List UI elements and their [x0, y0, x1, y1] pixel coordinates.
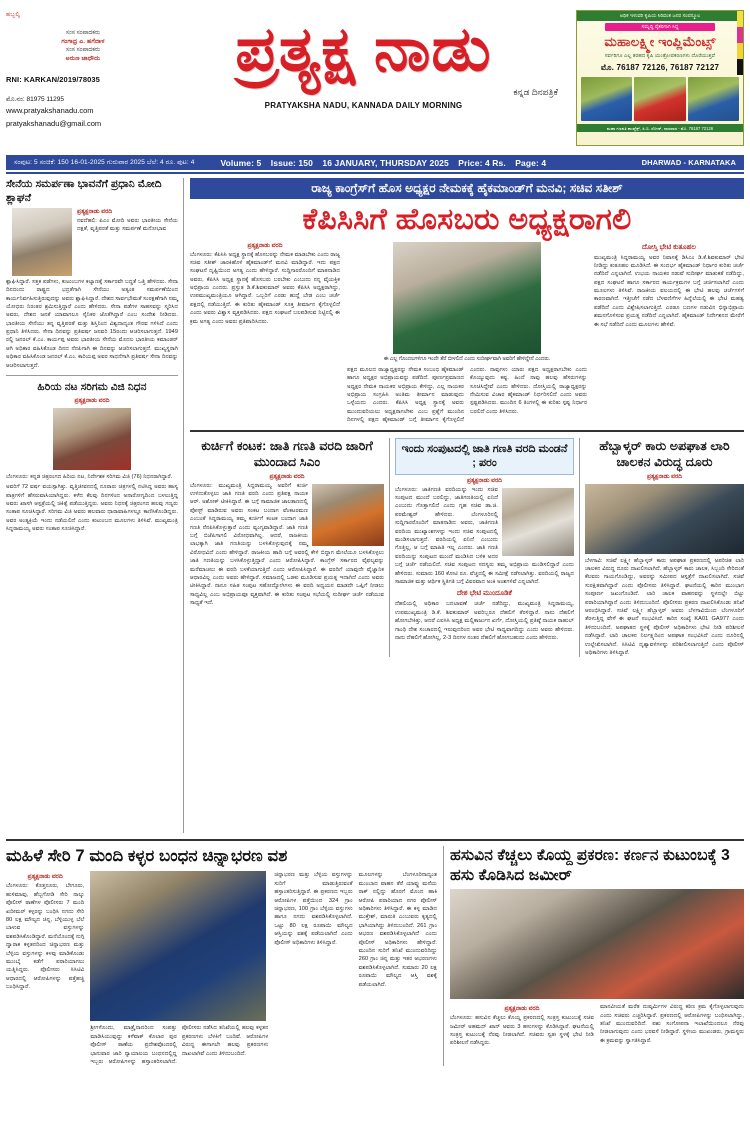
lead-col3-text: ಮುಖ್ಯಮಂತ್ರಿ ಸಿದ್ದರಾಮಯ್ಯ ಅವರ ನಿವಾಸಕ್ಕೆ ಡಿಸಿಎಂ ಡಿ.ಕೆ.ಶಿವಕುಮಾರ್ ಭೇಟಿ ನೀಡಿದ್ದು ಕುತೂಹಲ ಮೂಡಿಸಿದೆ. ಈ ಸಂದರ್ಭ ಹೈಕಮಾಂಡ್ ನಿರ್ಧಾರ ಕುರಿತು ಚರ್ಚೆ ನಡೆದಿದೆ ಎನ್ನಲಾಗಿದೆ. ಉಭಯ ನಾಯಕರ ನಡುವೆ ಸುದೀರ್ಘ ಮಾತುಕತೆ ನಡೆದಿದ್ದು, ಪಕ್ಷದ ಸಂಘಟನೆ ಹಾಗೂ ಸರ್ಕಾರದ ಕಾರ್ಯಕ್ರಮಗಳ ಬಗ್ಗೆ ಚರ್ಚಿಸಲಾಗಿದೆ ಎಂದು ಮೂಲಗಳು ತಿಳಿಸಿವೆ. ರಾಜಕೀಯ ವಲಯದಲ್ಲಿ ಈ ಭೇಟಿ ಹಲವು ಚರ್ಚೆಗಳಿಗೆ ಕಾರಣವಾಗಿದೆ. ಇತ್ತೀಚೆಗೆ ನಡೆದ ಬೆಳವಣಿಗೆಗಳ ಹಿನ್ನೆಲೆಯಲ್ಲಿ ಈ ಭೇಟಿ ಮಹತ್ವ ಪಡೆದಿದೆ ಎಂದು ವಿಶ್ಲೇಷಿಸಲಾಗುತ್ತಿದೆ. ಎರಡೂ ಬಣಗಳ ನಡುವಿನ ಭಿನ್ನಾಭಿಪ್ರಾಯ ಶಮನಗೊಳಿಸುವ ಪ್ರಯತ್ನ ನಡೆದಿದೆ ಎನ್ನಲಾಗಿದೆ. ಹೈಕಮಾಂಡ್ ನಿರ್ದೇಶನದ ಮೇರೆಗೆ ಈ ಸಭೆ ನಡೆದಿದೆ ಎಂದು ಮೂಲಗಳು ಹೇಳಿವೆ. — [594, 254, 744, 328]
lead-col1-text: ಬೆಂಗಳೂರು: ಕೆಪಿಸಿಸಿ ಅಧ್ಯಕ್ಷ ಸ್ಥಾನಕ್ಕೆ ಹೊಸಬರನ್ನು ನೇಮಕ ಮಾಡಬೇಕು ಎಂದು ರಾಜ್ಯ ಸಚಿವ ಸತೀಶ್ ಜಾರಕಿಹೊಳಿ ಹೈಕಮಾಂಡ್‌ಗೆ ಮನವಿ ಮಾಡಿದ್ದಾರೆ. ಇದು ಪಕ್ಷದ ಸಂಘಟನೆ ದೃಷ್ಟಿಯಿಂದ ಅಗತ್ಯ ಎಂದು ಹೇಳಿದ್ದಾರೆ. ಸುದ್ದಿಗಾರರೊಂದಿಗೆ ಮಾತನಾಡಿದ ಅವರು, ಕೆಪಿಸಿಸಿ ಅಧ್ಯಕ್ಷ ಸ್ಥಾನಕ್ಕೆ ಹೊಸಬರು ಬರಬೇಕು ಎಂಬುದು ನನ್ನ ವೈಯಕ್ತಿಕ ಅಭಿಪ್ರಾಯ ಎಂದರು. ಪ್ರಸ್ತುತ ಡಿ.ಕೆ.ಶಿವಕುಮಾರ್ ಅವರು ಕೆಪಿಸಿಸಿ ಅಧ್ಯಕ್ಷರಾಗಿದ್ದು, ಉಪಮುಖ್ಯಮಂತ್ರಿಯೂ ಆಗಿದ್ದಾರೆ. ಒಬ್ಬರಿಗೆ ಎರಡು ಹುದ್ದೆ ಬೇಡ ಎಂಬ ಚರ್ಚೆ ಪಕ್ಷದಲ್ಲಿ ನಡೆಯುತ್ತಿದೆ. ಈ ಕುರಿತು ಹೈಕಮಾಂಡ್ ಸೂಕ್ತ ತೀರ್ಮಾನ ಕೈಗೊಳ್ಳಲಿದೆ ಎಂದು ಅವರು ವಿಶ್ವಾಸ ವ್ಯಕ್ತಪಡಿಸಿದರು. ಪಕ್ಷದ ಸಂಘಟನೆ ಬಲಪಡಿಸುವ ನಿಟ್ಟಿನಲ್ಲಿ ಈ ಕ್ರಮ ಅಗತ್ಯ ಎಂದು ಅವರು ಪ್ರತಿಪಾದಿಸಿದರು. — [190, 251, 340, 325]
ad-plough-image — [581, 77, 632, 121]
ad-top-banner: ಅಧಿಕ ಇಳುವರಿ ಕೃಷಿಯ ಸಿರಿವಂತ ಜನರ ಸಂಪನ್ಮೂಲ — [577, 11, 743, 21]
vijay-lead-text: ಬೆಂಗಳೂರು: ಕನ್ನಡ ಚಿತ್ರರಂಗದ ಹಿರಿಯ ನಟ, ನಿರ್ದೇಶಕ ಸರಿಗಮ ವಿಜಿ (76) ನಿಧನರಾಗಿದ್ದಾರೆ. — [6, 473, 173, 480]
bottom-right-col2-text: ಮಾನವೀಯತೆ ಮರೆತ ದುಷ್ಕರ್ಮಿಗಳ ವಿರುದ್ಧ ಕಠಿಣ ಕ್ರಮ ಕೈಗೊಳ್ಳಲಾಗುವುದು ಎಂದು ಸಚಿವರು ಎಚ್ಚರಿಸಿದ್ದಾರೆ. ಪ್ರಕರಣದಲ್ಲಿ ಆರೋಪಿಗಳನ್ನು ಬಂಧಿಸಲಾಗಿದ್ದು, ತನಿಖೆ ಮುಂದುವರಿದಿದೆ. ಪಶು ಸಂಗೋಪನಾ ಇಲಾಖೆಯಿಂದಲೂ ನೆರವು ನೀಡಲಾಗುವುದು ಎಂದು ಭರವಸೆ ನೀಡಿದ್ದಾರೆ. ಸ್ಥಳೀಯ ಮುಖಂಡರು, ಗ್ರಾಮಸ್ಥರು ಈ ಕ್ರಮವನ್ನು ಸ್ವಾಗತಿಸಿದ್ದಾರೆ. — [600, 1004, 744, 1044]
lead-photo-caption: ಈ ಎಲ್ಲ ಗೊಂದಲಗಳಿಗೂ ಇಂದೇ ತೆರೆ ಬೀಳಲಿದೆ ಎಂದು ಸುದೀರ್ಘವಾಗಿ ಅವರಿಗೆ ಹೇಳಿದ್ದೇನೆ ಎಂದರು. — [383, 355, 551, 362]
bottom-right-col-1 — [450, 1003, 594, 1048]
contact-phone: ಮೊ.ನಂ: 81975 11295 — [6, 95, 64, 103]
ad-trailer-image — [688, 77, 739, 121]
cow-handover-photo — [450, 889, 744, 999]
page-label: Page: 4 — [515, 157, 547, 168]
lead-col-1 — [190, 240, 340, 425]
newspaper-title: ಪ್ರತ್ಯಕ್ಷ ನಾಡು — [235, 15, 492, 84]
sub3-headline: ಹೆಬ್ಬಾಳ್ಕರ್ ಕಾರು ಅಪಘಾತ ಲಾರಿ ಚಾಲಕನ ವಿರುದ್ಧ ದೂರು — [599, 438, 730, 470]
sub3-byline: ಪ್ರತ್ಯಕ್ಷನಾಡು ವರದಿ — [646, 473, 683, 480]
left-divider-1 — [6, 375, 178, 376]
bottom-right-byline: ಪ್ರತ್ಯಕ್ಷನಾಡು ವರದಿ — [504, 1006, 540, 1013]
sub-story-1[interactable] — [190, 438, 390, 658]
sub2-text: ಬೆಂಗಳೂರು: ಜಾತಿಗಣತಿ ವರದಿಯನ್ನು ಇಂದು ಸಚಿವ ಸಂಪುಟದ ಮುಂದೆ ಬರಲಿದ್ದು, ಜಾತಿಗಣತಿಯಲ್ಲಿ ಏನಿದೆ ಎಂಬುದು ಗೊತ್ತಾಗಲಿದೆ ಎಂದು ಗೃಹ ಸಚಿವ ಡಾ.ಜಿ. ಪರಮೇಶ್ವರ್ ಹೇಳಿದರು. ಬೆಂಗಳೂರಿನಲ್ಲಿ ಸುದ್ದಿಗಾರರೊಂದಿಗೆ ಮಾತನಾಡಿದ ಅವರು, ಜಾತಿಗಣತಿ ವರದಿಯ ಮುಖ್ಯಾಂಶಗಳನ್ನು ಇಂದು ಸಚಿವ ಸಂಪುಟದಲ್ಲಿ ಮಂಡಿಸಲಾಗುತ್ತದೆ. ವರದಿಯಲ್ಲಿ ಏನಿದೆ ಎಂಬುದು ಗೊತ್ತಿಲ್ಲ, ಆ ಬಗ್ಗೆ ಮಾಹಿತಿ ಇಲ್ಲ ಎಂದರು. ಜಾತಿ ಗಣತಿ ವರದಿಯನ್ನು ಸಂಪುಟದ ಮುಂದೆ ಮಂಡಿಸಿದ ಬಳಿಕ ಅದರ ಬಗ್ಗೆ ಚರ್ಚೆ ನಡೆಯಲಿದೆ. ಸಚಿವ ಸಂಪುಟದ ಸದಸ್ಯರು ತಮ್ಮ ಅಭಿಪ್ರಾಯ ಮಂಡಿಸಲಿದ್ದಾರೆ ಎಂದು ಹೇಳಿದರು. ಸುಮಾರು 160 ಕೋಟಿ ರೂ. ವೆಚ್ಚದಲ್ಲಿ ಈ ಸಮೀಕ್ಷೆ ನಡೆಸಲಾಗಿತ್ತು. ವರದಿಯಲ್ಲಿ ರಾಜ್ಯದ ಸಾಮಾಜಿಕ ಮತ್ತು ಆರ್ಥಿಕ ಸ್ಥಿತಿಗತಿ ಬಗ್ಗೆ ವಿವರವಾದ ಅಂಕಿ ಅಂಶಗಳಿವೆ ಎನ್ನಲಾಗಿದೆ. — [395, 486, 574, 585]
bottom-left-columns — [6, 871, 437, 1066]
volume-label: Volume: 5 — [220, 157, 262, 168]
vijay-photo — [53, 408, 131, 470]
ad-product-images — [581, 77, 739, 121]
sub3-text: ಬೆಳಗಾವಿ: ಸಚಿವೆ ಲಕ್ಷ್ಮೀ ಹೆಬ್ಬಾಳ್ಕರ್ ಕಾರು ಅಪಘಾತ ಪ್ರಕರಣದಲ್ಲಿ ಅಪರಿಚಿತ ಲಾರಿ ಚಾಲಕನ ವಿರುದ್ಧ ದೂರು ದಾಖಲಿಸಲಾಗಿದೆ. ಹೆಬ್ಬಾಳ್ಕರ್ ಕಾರು ಚಾಲಕ, ಸಿಬ್ಬಂದಿ ಸೇರಿದಂತೆ ಕೆಲವರು ಗಾಯಗೊಂಡಿದ್ದು, ಅವರನ್ನು ಸಮೀಪದ ಆಸ್ಪತ್ರೆಗೆ ದಾಖಲಿಸಲಾಗಿದೆ. ಸಚಿವೆ ಸುರಕ್ಷಿತವಾಗಿದ್ದಾರೆ ಎಂದು ಪೊಲೀಸರು ತಿಳಿಸಿದ್ದಾರೆ. ಘಟನೆಯಲ್ಲಿ ಕಾರಿನ ಮುಂಭಾಗ ಸಂಪೂರ್ಣ ಜಖಂಗೊಂಡಿದೆ. ಲಾರಿ ಚಾಲಕ ವಾಹನವನ್ನು ಸ್ಥಳದಲ್ಲೇ ಬಿಟ್ಟು ಪರಾರಿಯಾಗಿದ್ದಾನೆ ಎಂದು ತಿಳಿದುಬಂದಿದೆ. ಪೊಲೀಸರು ಪ್ರಕರಣ ದಾಖಲಿಸಿಕೊಂಡು ತನಿಖೆ ಆರಂಭಿಸಿದ್ದಾರೆ. ಸಚಿವೆ ಲಕ್ಷ್ಮೀ ಹೆಬ್ಬಾಳ್ಕರ್ ಅವರು ಬೆಳಗಾವಿಯಿಂದ ಬೆಂಗಳೂರಿಗೆ ತೆರಳುತ್ತಿದ್ದ ವೇಳೆ ಈ ಘಟನೆ ಸಂಭವಿಸಿದೆ. ಕಾರಿನ ಸಂಖ್ಯೆ KA01 GA977 ಎಂದು ತಿಳಿದುಬಂದಿದೆ. ಅಪಘಾತದ ಸ್ಥಳಕ್ಕೆ ಪೊಲೀಸ್ ಅಧಿಕಾರಿಗಳು ಭೇಟಿ ನೀಡಿ ಪರಿಶೀಲನೆ ನಡೆಸಿದ್ದಾರೆ. ಲಾರಿ ಚಾಲಕನ ನಿರ್ಲಕ್ಷ್ಯದಿಂದ ಅಪಘಾತ ಸಂಭವಿಸಿದೆ ಎಂದು ದೂರಿನಲ್ಲಿ ಉಲ್ಲೇಖಿಸಲಾಗಿದೆ. ಸಿಸಿಟಿವಿ ದೃಶ್ಯಾವಳಿಗಳನ್ನು ಪರಿಶೀಲಿಸಲಾಗುತ್ತಿದೆ ಎಂದು ಪೊಲೀಸ್ ಅಧಿಕಾರಿಗಳು ತಿಳಿಸಿದ್ದಾರೆ. — [585, 557, 744, 656]
bottom-right-headline: ಹಸುವಿನ ಕೆಚ್ಚಲು ಕೊಯ್ದ ಪ್ರಕರಣ: ಕರ್ಣನ ಕುಟುಂಬಕ್ಕೆ 3 ಹಸು ಕೊಡಿಸಿದ ಜಮೀರ್ — [450, 847, 730, 885]
editor1-name: ಗಂಗಾಧ್ರ ಎ. ಹಗೆದಾಳ — [61, 38, 105, 45]
date-bar — [6, 155, 744, 170]
bottom-left-col2-text: ಶ್ರೀಗಳೊಂದು, ಮಾತ್ರೈನಾದರಿಂದ ಸಂಪತ್ತು ಮಾಡಿಸಿಯುವುದ್ದು ಕಳೆವಾಕ್ ಕೊಲಾರ ಪುರ ಪೊಲೀಸ್ ಠಾಣೆಯ ಪ್ರದೇಶವೊಂದರಲ್ಲಿ ಭಾನುವಾರ ಜಾರಿ ನ್ಯಾಯಾಲಯ ಬಂಧನದಲ್ಲಿದ್ದ ಇಬ್ಬರು ಆರೋಪಿಗಳನ್ನು ಹಸ್ತಾಂತರಿಸಲಾಗಿದೆ. ಪೊಲೀಸರು ನಡೆಸಿದ ತನಿಖೆಯಲ್ಲಿ ಹಲವು ಕಳ್ಳತನ ಪ್ರಕರಣಗಳು ಬೆಳಕಿಗೆ ಬಂದಿವೆ. ಆರೋಪಿಗಳ ವಿರುದ್ಧ ಈಗಾಗಲೇ ಹಲವು ಪ್ರಕರಣಗಳು ದಾಖಲಾಗಿವೆ ಎಂದು ತಿಳಿದುಬಂದಿದೆ. — [90, 1025, 269, 1065]
masthead-editor-block — [24, 29, 142, 64]
bottom-left-col4-text: ಮೂಲಗಳನ್ನು ಬೆಂಗಳೂರಿನಾದ್ಯಂತ ಮುಂಬಾದ ವಾಹನ ತೆರೆ ಯಾವ್ದು ಮನೆಯ ರಾಕ್ ನಲ್ಲಿದ್ದು ಹೊರಗೆ ಮೊಂದ ಹಾಕಿ ಆರೋಪಿ ಪರಾರಿಯಾದ ನಗರ ಪೊಲೀಸ್ ಅಧಿಕಾರಿಗಳು ತಿಳಿಸಿದ್ದಾರೆ. ಈ ಕಳ್ಳ ಮಾಡಿದ ಮುಕ್ತೇಶ್, ಮಾರುತಿ ಎಂಬುವರು ಕೃತ್ಯದಲ್ಲಿ ಭಾಗಿಯಾಗಿದ್ದು ತಿಳಿದುಬಂದಿದೆ. 261 ಗ್ರಾಂ ಆಭರಣ ವಶಪಡಿಸಿಕೊಳ್ಳಲಾಗಿದೆ ಎಂದು ಪೊಲೀಸ್ ಅಧಿಕಾರಿಗಳು ಹೇಳಿದ್ದಾರೆ. ಮುಂದಿನ ಸುರಿಗೆ ತನಿಖೆ ಮುಂದುವರಿದಿದ್ದು 260 ಗ್ರಾಂ ಚಿನ್ನ ಮತ್ತು ಇತರ ಆಭರಣಗಳು ವಶಪಡಿಸಿಕೊಳ್ಳಲಾಗಿದೆ. ಸುಮಾರು 20 ಲಕ್ಷ ರೂಪಾಯಿ ಮೌಲ್ಯದ ಆಸ್ತಿ ವಶಕ್ಕೆ ಪಡೆಯಲಾಗಿದೆ. — [358, 872, 437, 988]
bottom-left-col1-text: ಬೆಂಗಳೂರು: ಕೊತ್ತನೂರು, ಬೇಗೂರು, ಹುಳಿಮಾವು, ಹೆಬ್ಬಗೋಡಿ ಸೇರಿ ನಾಲ್ಕು ಪೊಲೀಸ್ ಠಾಣೆಗಳ ಪೊಲೀಸರು 7 ಮಂದಿ ಖದೀಮರ್ ಕಳ್ಳರನ್ನು ಬಂಧಿಸಿ ನಗದು ಸೇರಿ 80 ಲಕ್ಷ ಮೌಲ್ಯದ ಚಿನ್ನ, ಬೆಳ್ಳಿಯುಳ್ಳ ಬೆಲೆ ಬಾಳುವ ವಸ್ತುಗಳನ್ನು ವಶಪಡಿಸಿಕೊಂಡಿದ್ದಾರೆ. ಮನೆಯೊಂದಕ್ಕೆ ನುಗ್ಗಿ ದ್ವಾರಾಕ ಕಳ್ಳತನದಿಂದ ಚಿನ್ನಾಭರಣ ಮತ್ತು ಬೆಳ್ಳಿಯ ವಸ್ತುಗಳನ್ನು ಕಳವು ಮಾಡಿಕೊಂಡು ಮುಂಬೈ ಕಡೆಗೆ ಪರಾರಿಯಾಗಲು ಯತ್ನಿಸಿದ್ದರು. ಪೊಲೀಸರು ಸಿಸಿಟಿವಿ ಆಧಾರದಲ್ಲಿ ಆರೋಪಿಗಳನ್ನು ಪತ್ತೆಹಚ್ಚಿ ಬಂಧಿಸಿದ್ದಾರೆ. — [6, 883, 85, 991]
sub1-text: ಬೆಂಗಳೂರು: ಮುಖ್ಯಮಂತ್ರಿ ಸಿದ್ದರಾಮಯ್ಯ ಅವರಿಗೆ ಕುರ್ಚಿ ಉಳಿದುಕೊಳ್ಳಲು ಜಾತಿ ಗಣತಿ ವರದಿ ಎಂದು ಪ್ರತಿಪಕ್ಷ ನಾಯಕ ಆರ್. ಅಶೋಕ್ ಟೀಕಿಸಿದ್ದಾರೆ. ಈ ಬಗ್ಗೆ ಸಾಮಾಜಿಕ ಜಾಲತಾಣದಲ್ಲಿ ಪೋಸ್ಟ್ ಮಾಡಿರುವ ಅವರು ಸಂಕಟ ಬಂದಾಗ ವೆಂಕಟರಮಣ ಎಂಬಂತೆ ಸಿದ್ದರಾಮಯ್ಯ ತಮ್ಮ ಕುರ್ಚಿಗೆ ಕಂಟಕ ಬಂದಾಗ ಜಾತಿ ಗಣತಿ ನೆನಪಿಸಿಕೊಳ್ಳುತ್ತಾರೆ ಎಂದು ವ್ಯಂಗ್ಯವಾಡಿದ್ದಾರೆ. ಜಾತಿ ಗಣತಿ ಬಗ್ಗೆ ಬಿಜೆಪಿಗಾಗಲಿ ವಿರೋಧವಾಗಿಲ್ಲ. ಆದರೆ, ರಾಜಕೀಯ ಲಾಭಕ್ಕಾಗಿ ಜಾತಿ ಗಣತಿಯನ್ನು ಬಳಸಿಕೊಳ್ಳುವುದಕ್ಕೆ ನಮ್ಮ ವಿರೋಧವಿದೆ ಎಂದು ಹೇಳಿದ್ದಾರೆ. ರಾಜಕೀಯ ಹಾದಿ ಬಗ್ಗೆ ಅವರಲ್ಲಿ ಕೇಳಿ ಬಿದ್ದಾಗ ಮೇಲೆಯೂ ಬಳಸಿಕೊಳ್ಳಲು ಜಾತಿ ಗಣತಿಯನ್ನು ಬಳಸಿಕೊಳ್ಳುತ್ತಿದ್ದಾರೆ ಎಂದು ಆರೋಪಿಸಿದ್ದಾರೆ. ಕಾಂಗ್ರೆಸ್ ಸರ್ಕಾರದ ವೈಫಲ್ಯವನ್ನು ಮರೆಮಾಚಲು ಈ ವರದಿ ಬಳಕೆಯಾಗುತ್ತಿದೆ ಎಂದು ಆರೋಪಿಸಿದ್ದಾರೆ. ಈ ವರದಿಗೆ ಯಾವುದೇ ವೈಜ್ಞಾನಿಕ ಆಧಾರವಿಲ್ಲ ಎಂದು ಅವರು ಹೇಳಿದ್ದಾರೆ. ಸಮಾಜದಲ್ಲಿ ಒಡಕು ಮೂಡಿಸುವ ಪ್ರಯತ್ನ ಇದಾಗಿದೆ ಎಂದು ಅವರು ಟೀಕಿಸಿದ್ದಾರೆ. ನಾನೂ ಸಹಿತ ಸಂಪುಟ ಸಹೋದ್ಯೋಗಿಗಳು ಈ ವರದಿ ಅಧ್ಯಯನ ಮಾಡದೇ ಒಪ್ಪಿಗೆ ನೀಡಲು ಸಾಧ್ಯವಿಲ್ಲ ಎಂಬ ಅಭಿಪ್ರಾಯವೂ ವ್ಯಕ್ತವಾಗಿದೆ. ಈ ಕುರಿತು ಸಂಪುಟ ಸಭೆಯಲ್ಲಿ ಸುದೀರ್ಘ ಚರ್ಚೆ ನಡೆಯುವ ಸಾಧ್ಯತೆ ಇದೆ. — [190, 482, 384, 607]
vijay-byline: ಪ್ರತ್ಯಕ್ಷನಾಡು ವರದಿ — [74, 397, 110, 404]
bottom-left-headline: ಮಹಿಳೆ ಸೇರಿ 7 ಮಂದಿ ಕಳ್ಳರ ಬಂಧನ ಚಿನ್ನಾಭರಣ ವಶ — [6, 847, 288, 865]
masthead-center — [151, 4, 576, 110]
police-seizure-photo — [90, 871, 266, 1021]
lead-byline: ಪ್ರತ್ಯಕ್ಷನಾಡು ವರದಿ — [247, 242, 283, 249]
modi-byline: ಪ್ರತ್ಯಕ್ಷನಾಡು ವರದಿ — [77, 208, 113, 215]
sub1-byline: ಪ್ರತ್ಯಕ್ಷನಾಡು ವರದಿ — [269, 473, 305, 480]
color-calibration-strip — [737, 11, 743, 75]
masthead — [6, 4, 744, 152]
right-section — [184, 178, 744, 833]
story-modi[interactable] — [6, 178, 178, 370]
place-label: DHARWAD - KARNATAKA — [641, 158, 736, 167]
bottom-left-photo-col — [90, 871, 268, 1066]
main-content-grid — [6, 178, 744, 833]
sub-story-3[interactable] — [580, 438, 744, 658]
bottom-left-col-1 — [6, 871, 84, 1066]
lead-col-2 — [347, 240, 587, 425]
issue-label: Issue: 150 — [270, 157, 313, 168]
newspaper-subtitle-english: PRATYAKSHA NADU, KANNADA DAILY MORNING — [264, 101, 463, 111]
modi-photo — [12, 208, 72, 276]
lead-headline: ಕೆಪಿಸಿಸಿಗೆ ಹೊಸಬರು ಅಧ್ಯಕ್ಷರಾಗಲಿ — [302, 203, 632, 236]
rni-number: RNI: KARKAN/2019/78035 — [6, 74, 100, 84]
accident-car-photo — [585, 484, 744, 554]
price-label: Price: 4 Rs. — [458, 157, 506, 168]
lead-col-3 — [594, 240, 744, 425]
ad-phone-numbers: ಮೊ. 76187 72126, 76187 72127 — [600, 63, 720, 72]
bottom-left-col-4 — [359, 871, 437, 1066]
parameshwar-photo — [502, 488, 574, 556]
masthead-left-info — [6, 4, 151, 130]
ad-description: ಸರ್ವರಿಗೂ ಎಲ್ಲ ತರಹದ ಕೃಷಿ ಯಂತ್ರೋಪಕರಣಗಳು ದೊರೆಯುತ್ತವೆ — [604, 53, 716, 59]
vijay-body-text: ಅವರಿಗೆ 72 ವರ್ಷ ವಯಸ್ಸಾಗಿತ್ತು. ವೃತ್ತಿಜೀವನದಲ್ಲಿ ನೂರಾರು ಚಿತ್ರಗಳಲ್ಲಿ ನಟಿಸಿದ್ದ ಅವರು ಹಾಸ್ಯ ಪಾತ್ರಗಳಿಗೆ ಹೆಸರುವಾಸಿಯಾಗಿದ್ದರು. ಕಳೆದ ಕೆಲವು ದಿನಗಳಿಂದ ಅನಾರೋಗ್ಯದಿಂದ ಬಳಲುತ್ತಿದ್ದ ಅವರು ಖಾಸಗಿ ಆಸ್ಪತ್ರೆಯಲ್ಲಿ ಚಿಕಿತ್ಸೆ ಪಡೆಯುತ್ತಿದ್ದರು. ಅವರು ನಿಧನಕ್ಕೆ ಚಿತ್ರರಂಗದ ಹಲವು ಗಣ್ಯರು ಸಂತಾಪ ಸೂಚಿಸಿದ್ದಾರೆ. ಸರಿಗಮ ವಿಜಿ ಅವರು ಹಲವಾರು ಧಾರಾವಾಹಿಗಳಲ್ಲೂ ಕಾಣಿಸಿಕೊಂಡಿದ್ದರು. ಅವರ ಅಂತ್ಯಕ್ರಿಯೆ ಇಂದು ನಡೆಯಲಿದೆ ಎಂದು ಕುಟುಂಬದ ಮೂಲಗಳು ತಿಳಿಸಿವೆ. ಮುಖ್ಯಮಂತ್ರಿ ಸಿದ್ದರಾಮಯ್ಯ ಅವರು ಸಂತಾಪ ಸೂಚಿಸಿದ್ದಾರೆ. — [6, 484, 178, 533]
story-vijay[interactable] — [6, 381, 178, 534]
editor2-label: ಸಂಸ ಸಂಪಾದಕರು — [65, 47, 101, 54]
satish-jarkiholi-photo — [393, 242, 541, 354]
sub2-text2: ದೆಹಲಿಯಲ್ಲಿ ಅಧಿಕಾರ ಬದಲಾವಣೆ ಚರ್ಚೆ ನಡೆದಿದ್ದು, ಮುಖ್ಯಮಂತ್ರಿ ಸಿದ್ದರಾಮಯ್ಯ, ಉಪಮುಖ್ಯಮಂತ್ರಿ ಡಿ.ಕೆ. ಶಿವಕುಮಾರ್ ಅವರಿಬ್ಬರೂ ದೆಹಲಿಗೆ ತೆರಳಿದ್ದಾರೆ. ನಾನು ದೆಹಲಿಗೆ ಹೋಗಬೇಕಿತ್ತು, ಆದರೆ ಎಐಸಿಸಿ ಅಧ್ಯಕ್ಷ ಮಲ್ಲಿಕಾರ್ಜುನ ಖರ್ಗೆ, ದೋಸ್ತಿಯಲ್ಲಿ ಪ್ರತಿಷ್ಠೆ ನಾಯಕ ರಾಹುಲ್ ಗಾಂಧಿ ದೇಶ ಸಂಚಾರದಲ್ಲಿ ಇರುವುದರಿಂದ ಅವರ ಭೇಟಿ ಸಾಧ್ಯವಾಗದಿದ್ದು ಎಂದು ಅವರು ಹೇಳಿದರು. ನಾನು ದೆಹಲಿಗೆ ಹೋಗಿಲ್ಲ, 2-3 ದಿನಗಳ ನಂತರ ದೆಹಲಿಗೆ ಹೋಗಬಹುದು ಎಂದು ಹೇಳಿದರು. — [395, 601, 574, 641]
ad-address-line: ಮಹಾ ಗಣಪತಿ ಕಾಂಪ್ಲೆಕ್ಸ್, ಪಿ.ಬಿ. ರೋಡ್, ಧಾರವಾಡ - ಮೊ. 76187 72126 — [577, 124, 743, 132]
contact-email[interactable]: pratyakshanadu@gmail.com — [6, 118, 102, 128]
sub2-subhead: ದೇಶ ಭೇಟಿ ಮುಂದೂಡಿಕೆ — [456, 590, 512, 598]
lead-story-columns — [190, 240, 744, 425]
lead-col2-text: ಪಕ್ಷದ ಮೂಲದ ರಾಜ್ಯಾಧ್ಯಕ್ಷರನ್ನು ನೇಮಕ ಸಂಬಂಧ ಹೈಕಮಾಂಡ್ ಹಾಗೂ ಅಧ್ಯಕ್ಷರ ಅಭಿಪ್ರಾಯವನ್ನು ಪಡೆದಿದೆ. ಪೂರ್ಣಪ್ರಮಾಣದ ಅಧ್ಯಕ್ಷರ ನೇಮಕ ನಾಯಕರ ಅಭಿಪ್ರಾಯ ಕೇಳಿದ್ದು, ಎಲ್ಲ ನಾಯಕರ ಅಭಿಪ್ರಾಯ ಸಂಗ್ರಹಿಸಿ ಅಂತಿಮ ತೀರ್ಮಾನ ಮಾಡುವುದು ಒಳ್ಳೆಯದು ಎಂದರು. ಕೆಪಿಸಿಸಿ ಅಧ್ಯಕ್ಷ ಸ್ಥಾನಕ್ಕೆ ಅವರು ಮುಂದುವರಿಯಲು ಅಧ್ಯಕ್ಷರಾಗಲೇಕು ಎಂಬ ಪ್ರಶ್ನೆಗೆ ಮುಂದಿನ ದಿನಗಳಲ್ಲಿ ಪಕ್ಷದ ಹೈಕಮಾಂಡ್ ಬಗ್ಗೆ ತೀರ್ಮಾನ ಕೈಗೊಳ್ಳಲಿದೆ ಎಂದರು. ನಾವುಗಳು ಯಾರು ಪಕ್ಷದ ಅಧ್ಯಕ್ಷರಾಗಬೇಕು ಎಂದು ಕೊಯ್ಯುವುದು ಕಷ್ಟ. ಹಿಂದೆ ನಾವು ಹಲವು ಹೆಸರುಗಳನ್ನು ಸೂಚಿಸಿದ್ದೇವೆ ಎಂದು ಹೇಳಿದರು. ದೋಸ್ತಿಯಲ್ಲಿ ರಾಜ್ಯಾಧ್ಯಕ್ಷರನ್ನು ನೇಮಿಸುವ ವಿಚಾರ ಹೈಕಮಾಂಡ್ ನಿರ್ಧರಿಸಲಿದೆ ಎಂದು ಅವರು ಸ್ಪಷ್ಟಪಡಿಸಿದರು. ಮುಂದಿನ 6 ತಿಂಗಳಲ್ಲಿ ಈ ಕುರಿತು ಸ್ಪಷ್ಟ ನಿರ್ಧಾರ ಬರಲಿದೆ ಎಂದು ತಿಳಿಸಿದರು. — [347, 366, 587, 424]
sub-story-2[interactable] — [390, 438, 580, 658]
masthead-bullet-label: ಹಬ್ಬಲ್ಕಿ — [6, 12, 20, 18]
section-divider — [190, 430, 744, 432]
date-bar-kannada: ಸಂಪುಟ: 5 ಸಂಚಿಕೆ: 150 16-01-2025 ಗುರುವಾರ 2025 ಬೆಲೆ: 4 ರೂ. ಪುಟ: 4 — [14, 158, 195, 166]
contact-website[interactable]: www.pratyakshanadu.com — [6, 106, 94, 116]
masthead-contact — [6, 95, 151, 130]
bottom-left-col3-text: ಚಿನ್ನಾಭರಣ ಮತ್ತು ಬೆಳ್ಳಿಯ ವಸ್ತುಗಳನ್ನು ಸುರಿಗೆ ಮಾಡುತ್ತಿರುವಂತೆ ಹಸ್ತಾಂತರಿಸುತ್ತಿದ್ದಾರೆ. ಈ ಪ್ರಕರಣದ ಇಬ್ಬರು ಆರೋಪಿಗಳ ಪತ್ತೆಯಿಂದ 324 ಗ್ರಾಂ ಚಿನ್ನಾಭರಣ, 100 ಗ್ರಾಂ ಬೆಳ್ಳಿಯ ವಸ್ತುಗಳು ಹಾಗೂ ನಗದು ವಶಪಡಿಸಿಕೊಳ್ಳಲಾಗಿದೆ. ಒಟ್ಟು 80 ಲಕ್ಷ ರೂಪಾಯಿ ಮೌಲ್ಯದ ಆಸ್ತಿಯನ್ನು ವಶಕ್ಕೆ ಪಡೆಯಲಾಗಿದೆ ಎಂದು ಪೊಲೀಸ್ ಅಧಿಕಾರಿಗಳು ತಿಳಿಸಿದ್ದಾರೆ. — [274, 872, 353, 946]
bottom-right-columns — [450, 1003, 744, 1048]
sub2-byline: ಪ್ರತ್ಯಕ್ಷನಾಡು ವರದಿ — [466, 477, 503, 484]
vijay-headline: ಹಿರಿಯ ನಟ ಸರಿಗಮ ವಿಜಿ ನಿಧನ — [37, 381, 147, 394]
ad-company-name: ಮಹಾಲಕ್ಷ್ಮೀ ಇಂಪ್ಲಿಮೆಂಟ್ಸ್ — [604, 34, 716, 49]
ad-pink-banner: ಸಮೃದ್ಧಿ ರೈತರಿಗಾಗಿ ಸಿದ್ಧ — [605, 23, 715, 31]
left-column — [6, 178, 184, 833]
bottom-left-story[interactable] — [6, 846, 444, 1066]
bottom-right-story[interactable] — [444, 846, 744, 1066]
masthead-divider — [6, 172, 744, 174]
masthead-advertisement[interactable] — [576, 10, 744, 146]
lead-kicker: ರಾಜ್ಯ ಕಾಂಗ್ರೆಸ್‌ಗೆ ಹೊಸ ಅಧ್ಯಕ್ಷರ ನೇಮಕಕ್ಕೆ ಹೈಕಮಾಂಡ್‌ಗೆ ಮನವಿ; ಸಚಿವ ಸತೀಶ್ — [190, 178, 744, 199]
sub-stories-row — [190, 438, 744, 658]
bottom-right-col1-text: ಬೆಂಗಳೂರು: ಹಸುವಿನ ಕೆಚ್ಚಲು ಕೊಯ್ದ ಪ್ರಕರಣದಲ್ಲಿ ಸಂತ್ರಸ್ತ ಕುಟುಂಬಕ್ಕೆ ಸಚಿವ ಜಮೀರ್ ಅಹಮದ್ ಖಾನ್ ಅವರು 3 ಹಸುಗಳನ್ನು ಕೊಡಿಸಿದ್ದಾರೆ. ಘಟನೆಯಲ್ಲಿ ಸಂತ್ರಸ್ತ ಕುಟುಂಬಕ್ಕೆ ನೆರವು ನೀಡಲಾಗಿದೆ. ಸಚಿವರು ಸ್ವತಃ ಸ್ಥಳಕ್ಕೆ ಭೇಟಿ ನೀಡಿ ಪರಿಶೀಲನೆ ನಡೆಸಿದ್ದರು. — [450, 1015, 594, 1047]
modi-body-text: ಶ್ಲಾಘಿಸಿದ್ದಾರೆ. ಸತ್ತಕ ಪಡೆಗಳು, ಕುಟುಂಬಗಳ ಕಲ್ಯಾಣಕ್ಕೆ ಸರ್ಕಾರವೇ ಬದ್ಧತೆ ಒತ್ತಿ ಹೇಳಿದರು. ಸೇನಾ ದಿನದಂದು ರಾಷ್ಟ್ರದ ಭದ್ರತೆಗಾಗಿ ಸೇನೆಯು ಅತ್ಯಂತ ಸಮರ್ಪಣೆಯಿಂದ ಕಾರ್ಯನಿರ್ವಹಿಸುತ್ತಿರುವುದನ್ನು ಅವರು ಶ್ಲಾಘಿಸಿದ್ದಾರೆ. ದೇಶದ ಸಾರ್ವಭೌಮತೆ ಸಂರಕ್ಷಣೆಗಾಗಿ ನಮ್ಮ ಯೋಧರು ನಿರಂತರ ಶ್ರಮಿಸುತ್ತಿದ್ದಾರೆ ಎಂದು ಹೇಳಿದರು. ಸೇನಾ ಪಡೆಗಳ ಸಾಹಸವನ್ನು ಸ್ಮರಿಸಿದ ಅವರು, ದೇಶದ ಜನತೆ ಯಾವಾಗಲೂ ಸೈನಿಕರ ಜೊತೆಗಿದ್ದಾರೆ ಎಂಬ ಸಂದೇಶ ನೀಡಿದರು. ಭಾರತೀಯ ಸೇನೆಯು ತನ್ನ ವೃತ್ತಿಪರತೆ ಮತ್ತು ಶಿಸ್ತಿನಿಂದ ವಿಶ್ವದಾದ್ಯಂತ ಗೌರವ ಗಳಿಸಿದೆ ಎಂದು ಪ್ರಧಾನಿ ತಿಳಿಸಿದರು. ಸೇನಾ ದಿನವನ್ನು ಪ್ರತಿವರ್ಷ ಜನವರಿ 15ರಂದು ಆಚರಿಸಲಾಗುತ್ತದೆ. 1949 ರಲ್ಲಿ ಜನರಲ್ ಕೆ.ಎಂ. ಕಾರ್ಯಪ್ಪ ಅವರು ಭಾರತೀಯ ಸೇನೆಯ ಮೊದಲ ಭಾರತೀಯ ಕಮಾಂಡರ್ ಆಗಿ ಅಧಿಕಾರ ವಹಿಸಿಕೊಂಡ ದಿನದ ನೆನಪಿಗಾಗಿ ಈ ದಿನವನ್ನು ಆಚರಿಸಲಾಗುತ್ತದೆ. ಮುಖ್ಯಸ್ಥರಾಗಿ ಅಧಿಕಾರ ವಹಿಸಿಕೊಂಡ ಜನರಲ್ ಕೆ.ಎಂ. ಕಾರಿಯಪ್ಪ ಅವರ ಸಾಧನೆಗಾಗಿ ಪ್ರತಿವರ್ಷ ಸೇನಾ ದಿನವನ್ನು ಆಚರಿಸಲಾಗುತ್ತದೆ. — [6, 278, 178, 369]
bottom-right-col-2 — [600, 1003, 744, 1048]
bottom-section — [6, 839, 744, 1066]
editor2-name: ಅರುಣ ಜಾಧೌದು — [65, 56, 101, 63]
lead-col3-subhead: ದೋಸ್ತಿ ಭೇಟಿ ಕುತೂಹಲ — [641, 243, 697, 251]
bottom-left-col-3 — [274, 871, 352, 1066]
newspaper-subtitle-kannada: ಕನ್ನಡ ದಿನಪತ್ರಿಕೆ — [513, 87, 558, 98]
sub1-headline: ಕುರ್ಚಿಗೆ ಕಂಟಕ: ಜಾತಿ ಗಣತಿ ವರದಿ ಜಾರಿಗೆ ಮುಂದಾದ ಸಿಎಂ — [201, 438, 373, 470]
date-bar-english — [220, 158, 553, 168]
modi-headline: ಸೇನೆಯ ಸಮರ್ಪಣಾ ಭಾವನೆಗೆ ಪ್ರಧಾನಿ ಮೋದಿ ಶ್ಲಾಘನೆ — [6, 178, 162, 204]
ad-rotavator-image — [634, 77, 685, 121]
modi-lead-text: ನವದೆಹಲಿ: ಪಿಎಂ ಮೋದಿ ಅವರು ಭಾರತೀಯ ಸೇನೆಯ ದಕ್ಷತೆ, ವೃತ್ತಿಪರತೆ ಮತ್ತು ಸಮರ್ಪಣೆ ಮನೋಭಾವ — [77, 217, 178, 233]
bottom-left-byline: ಪ್ರತ್ಯಕ್ಷನಾಡು ವರದಿ — [27, 874, 63, 881]
sub2-headline: ಇಂದು ಸಂಪುಟದಲ್ಲಿ ಜಾತಿ ಗಣತಿ ವರದಿ ಮಂಡನೆ ; ಪರಂ — [395, 438, 574, 475]
date-label: 16 JANUARY, THURSDAY 2025 — [322, 157, 449, 168]
editor1-label: ಸಂಸ ಸಂಪಾದಕರು — [65, 30, 101, 36]
bjp-leader-photo — [312, 484, 384, 546]
